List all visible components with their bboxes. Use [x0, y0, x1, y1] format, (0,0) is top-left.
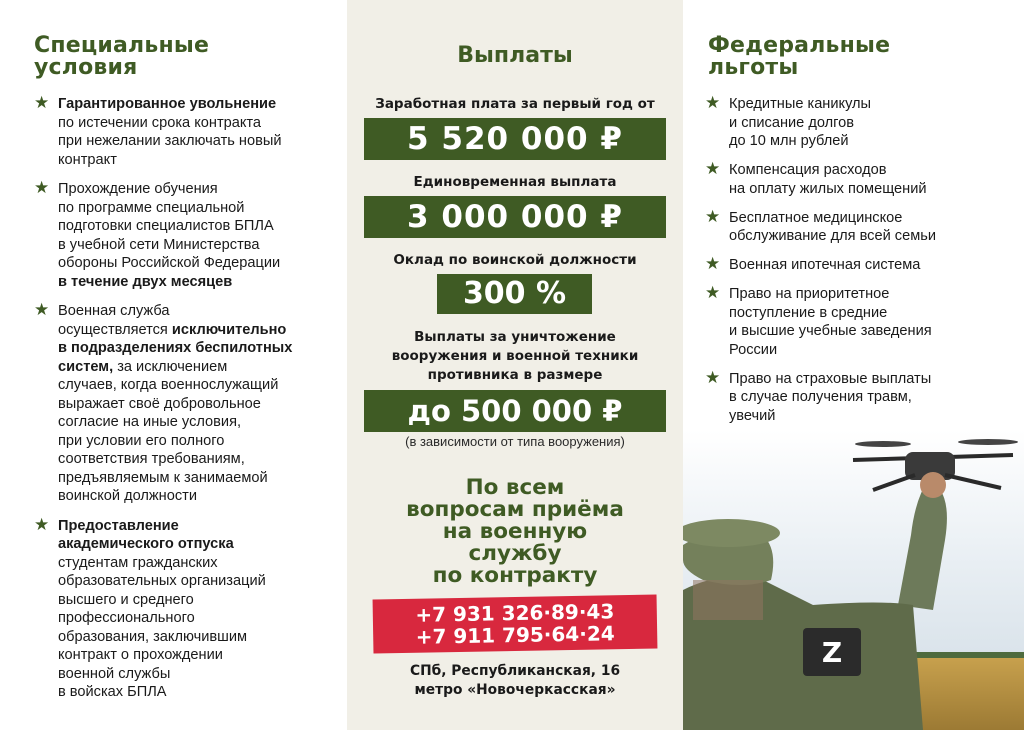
item-text: Военная ипотечная система — [729, 257, 921, 273]
special-conditions-list — [34, 95, 334, 713]
special-conditions-panel — [0, 0, 347, 730]
list-item — [705, 285, 1005, 359]
payments-panel — [347, 0, 683, 730]
z-patch-letter: Z — [821, 636, 843, 669]
onetime-caption: Единовременная выплата — [413, 174, 617, 190]
list-item — [34, 95, 334, 169]
item-text: Право на страховые выплаты в случае получения травм, увечий — [729, 370, 932, 424]
onetime-value: 3 000 000 ₽ — [364, 196, 666, 238]
salary-caption: Заработная плата за первый год от — [375, 96, 655, 112]
list-item — [705, 256, 1005, 275]
item-bold-text: Предоставление академического отпуска — [58, 517, 234, 552]
destroy-caption: Выплаты за уничтожение вооружения и военной техники противника в размере — [391, 329, 639, 383]
salary-value: 5 520 000 ₽ — [364, 118, 666, 160]
star-icon: ★ — [34, 93, 50, 112]
federal-benefits-list — [705, 95, 1005, 436]
list-item — [705, 161, 1005, 198]
list-item — [34, 180, 334, 291]
item-text: студентам гражданских образовательных организаций высшего и среднего профессионального образования, заключившим контракт о прохождении военной службы в войсках БПЛА — [58, 554, 266, 700]
item-text: Кредитные каникулы и списание долгов до 10 млн рублей — [729, 96, 872, 149]
list-item — [705, 95, 1005, 151]
item-text: Военная служба осуществляется — [58, 303, 170, 338]
item-text: Прохождение обучения по программе специальной подготовки специалистов БПЛА в учебной сети Министерства обороны Российской Федерации — [58, 181, 281, 271]
item-text: за исключением случаев, когда военнослужащий выражает своё добровольное согласие на иные условия, при условии его полного соответствия требованиям, предъявляемым к занимаемой воинской должности — [58, 358, 279, 504]
rank-caption: Оклад по воинской должности — [393, 252, 637, 268]
list-item — [705, 206, 1005, 246]
list-item — [705, 367, 1005, 426]
star-icon: ★ — [705, 206, 721, 226]
item-bold-text: в течение двух месяцев — [58, 273, 233, 290]
item-text: Право на приоритетное поступление в средние и высшие учебные заведения России — [729, 286, 932, 358]
star-icon: ★ — [705, 159, 721, 178]
item-bold-text: исключительно в подразделениях беспилотных систем, — [58, 321, 293, 375]
star-icon: ★ — [34, 300, 50, 319]
payments-title: Выплаты — [457, 43, 573, 68]
star-icon: ★ — [34, 178, 50, 197]
item-text: Компенсация расходов на оплату жилых помещений — [729, 162, 927, 197]
contact-callout: По всем вопросам приёма на военную службу по контракту — [406, 475, 624, 588]
federal-benefits-heading: Федеральные льготы — [708, 33, 891, 80]
phone-number-2[interactable]: +7 911 795·64·24 — [415, 621, 615, 649]
item-bold-text: Гарантированное увольнение — [58, 96, 277, 112]
star-icon: ★ — [34, 514, 50, 534]
destroy-value: до 500 000 ₽ — [364, 390, 666, 432]
destroy-note: (в зависимости от типа вооружения) — [405, 434, 625, 449]
soldier-drone-photo — [683, 430, 1024, 730]
federal-benefits-panel — [683, 0, 1024, 730]
star-icon: ★ — [705, 367, 721, 387]
list-item — [34, 302, 334, 506]
list-item — [34, 514, 334, 702]
item-text: Бесплатное медицинское обслуживание для всей семьи — [729, 209, 936, 244]
address: СПб, Республиканская, 16 метро «Новочеркасская» — [409, 663, 621, 698]
special-conditions-heading: Специальные условия — [34, 33, 210, 80]
star-icon: ★ — [705, 93, 721, 112]
star-icon: ★ — [705, 283, 721, 302]
item-text: по истечении срока контракта при нежелании заключать новый контракт — [58, 114, 282, 168]
phone-banner — [373, 595, 658, 654]
phone-number-1[interactable]: +7 931 326·89·43 — [415, 599, 615, 627]
rank-value: 300 % — [437, 274, 592, 314]
star-icon: ★ — [705, 254, 721, 273]
